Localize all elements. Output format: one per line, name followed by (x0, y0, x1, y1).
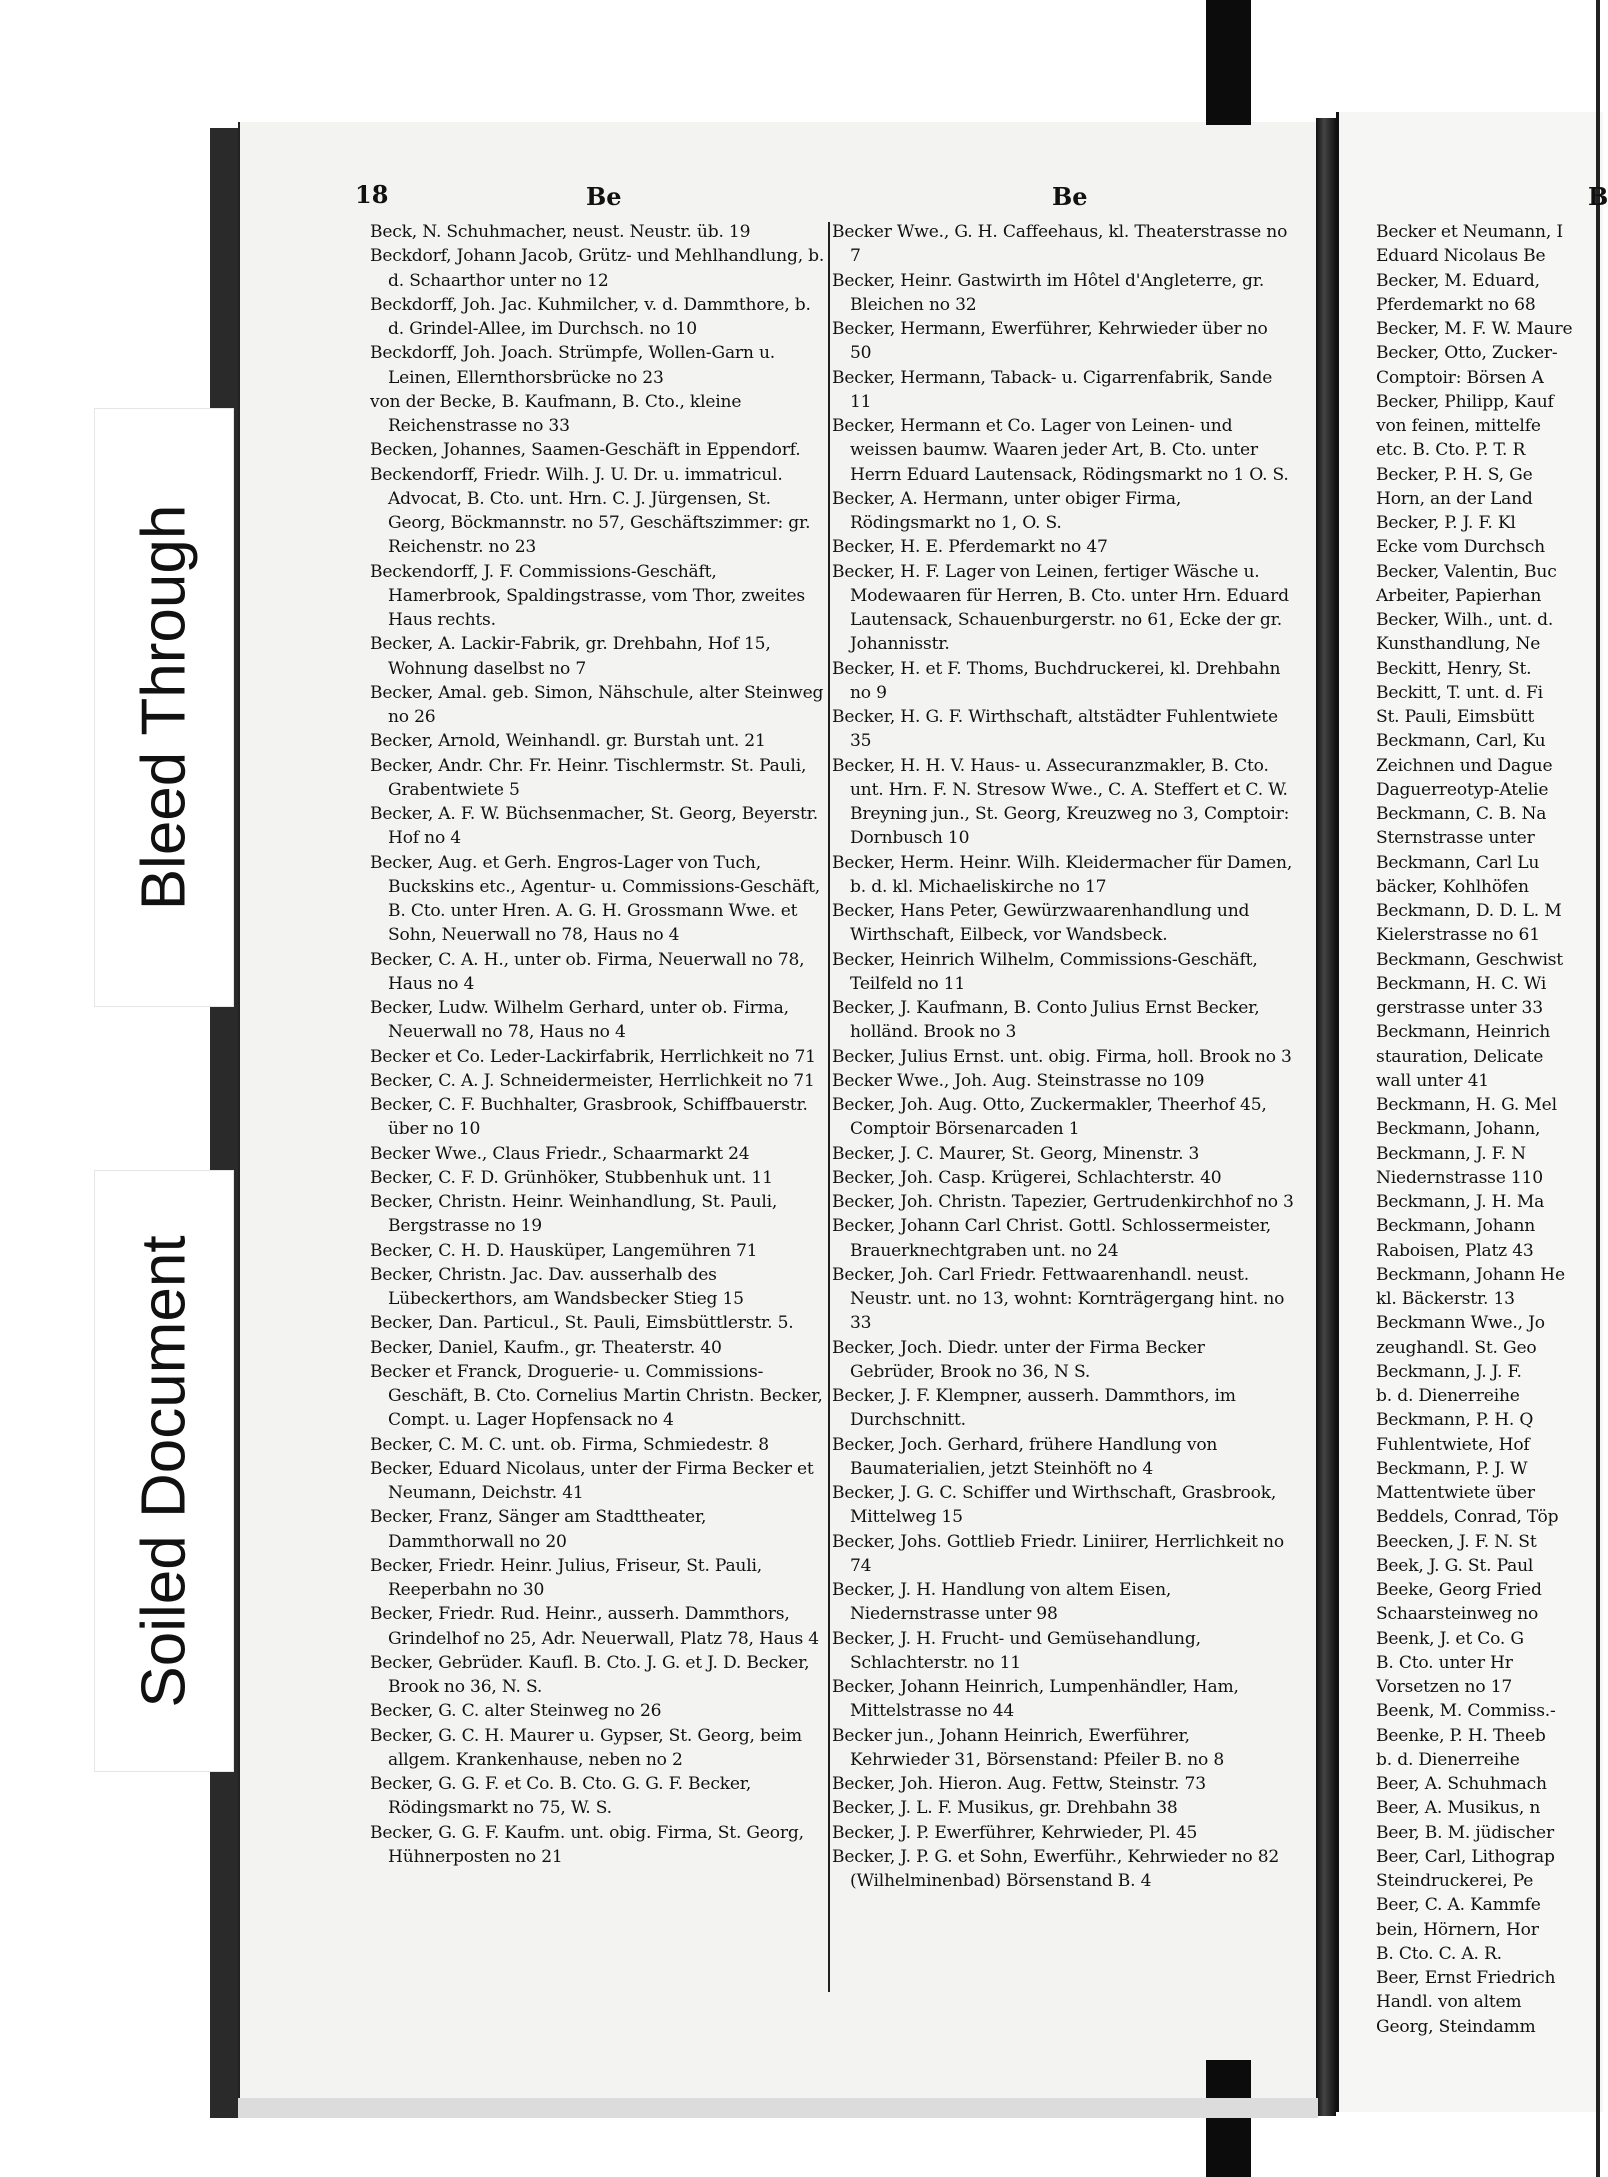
directory-entry: Beer, Carl, Lithograp (1376, 1846, 1555, 1867)
directory-entry: Becker, C. M. C. unt. ob. Firma, Schmiedestr. 8 (370, 1434, 769, 1455)
directory-entry: Ecke vom Durchsch (1376, 537, 1545, 558)
directory-entry: Becker, J. L. F. Musikus, gr. Drehbahn 38 (832, 1798, 1178, 1819)
directory-entry: Becker, Joh. Casp. Krügerei, Schlachterstr. 40 (832, 1167, 1222, 1188)
directory-entry: Beenke, P. H. Theeb (1376, 1725, 1546, 1746)
directory-entry: Beckdorff, Joh. Joach. Strümpfe, Wollen-Garn u. Leinen, Ellernthorsbrücke no 23 (370, 343, 775, 388)
running-head-right: Be (1052, 182, 1088, 211)
directory-entry: Arbeiter, Papierhan (1376, 585, 1542, 606)
directory-entry: Becker, J. Kaufmann, B. Conto Julius Ernst Becker, holländ. Brook no 3 (832, 998, 1260, 1043)
directory-entry: etc. B. Cto. P. T. R (1376, 440, 1526, 461)
directory-entry: Beer, B. M. jüdischer (1376, 1822, 1554, 1843)
facing-page-column (1376, 220, 1606, 2039)
directory-entry: Beer, A. Schuhmach (1376, 1774, 1547, 1794)
running-head-facing: B (1588, 182, 1608, 211)
directory-entry: Beckmann, P. J. W (1376, 1458, 1528, 1479)
directory-entry: Beckmann, Heinrich (1376, 1022, 1551, 1043)
directory-entry: Beer, A. Musikus, n (1376, 1798, 1541, 1819)
binding-bar-top (1206, 0, 1251, 125)
directory-entry: Beenk, M. Commiss.- (1376, 1701, 1556, 1722)
directory-entry: Beckmann, Johann (1376, 1216, 1536, 1237)
directory-entry: Becker, Johann Heinrich, Lumpenhändler, Ham, Mittelstrasse no 44 (832, 1677, 1239, 1722)
directory-entry: Eduard Nicolaus Be (1376, 246, 1546, 267)
directory-entry: Mattentwiete über (1376, 1483, 1535, 1503)
directory-entry: kl. Bäckerstr. 13 (1376, 1289, 1515, 1309)
directory-entry: Becker, Valentin, Buc (1376, 561, 1557, 582)
directory-entry: St. Pauli, Eimsbütt (1376, 707, 1534, 727)
directory-entry: Beckitt, T. unt. d. Fi (1376, 682, 1543, 703)
directory-entry: Kunsthandlung, Ne (1376, 634, 1541, 655)
directory-entry: Comptoir: Börsen A (1376, 367, 1544, 388)
directory-entry: Beckmann, J. J. F. (1376, 1361, 1522, 1382)
directory-entry: Becker, J. C. Maurer, St. Georg, Minenstr. 3 (832, 1143, 1200, 1164)
directory-entry: Beckitt, Henry, St. (1376, 658, 1532, 679)
directory-entry: Beecken, J. F. N. St (1376, 1531, 1537, 1552)
directory-entry: Vorsetzen no 17 (1376, 1677, 1513, 1697)
directory-entry: Daguerreotyp-Atelie (1376, 779, 1549, 800)
directory-entry: Becker, C. F. D. Grünhöker, Stubbenhuk unt. 11 (370, 1167, 773, 1188)
directory-entry: Beer, C. A. Kammfe (1376, 1895, 1541, 1916)
directory-entry: B. Cto. unter Hr (1376, 1652, 1513, 1673)
directory-entry: von feinen, mittelfe (1376, 416, 1541, 436)
page-number: 18 (355, 180, 389, 209)
directory-entry: Becker, Hermann, Ewerführer, Kehrwieder über no 50 (832, 319, 1268, 364)
directory-entry: Becker, Joh. Carl Friedr. Fettwaarenhandl. neust. Neustr. unt. no 13, wohnt: Kornträgergang hint. no 33 (832, 1264, 1285, 1334)
directory-entry: Beckdorff, Joh. Jac. Kuhmilcher, v. d. Dammthore, b. d. Grindel-Allee, im Durchsch. no 10 (370, 294, 811, 339)
directory-entry: von der Becke, B. Kaufmann, B. Cto., kleine Reichenstrasse no 33 (370, 391, 742, 436)
directory-entry: Becker, Franz, Sänger am Stadttheater, Dammthorwall no 20 (370, 1507, 707, 1552)
directory-entry: Beenk, J. et Co. G (1376, 1628, 1524, 1649)
directory-entry: b. d. Dienerreihe (1376, 1386, 1520, 1406)
directory-entry: Becker jun., Johann Heinrich, Ewerführer, Kehrwieder 31, Börsenstand: Pfeiler B. no 8 (832, 1725, 1225, 1770)
directory-entry: Kielerstrasse no 61 (1376, 925, 1540, 946)
binding-bar-bottom (1206, 2060, 1251, 2177)
directory-entry: Becker, Aug. et Gerh. Engros-Lager von Tuch, Buckskins etc., Agentur- u. Commissions-Geschäft, B. Cto. unter Hren. A. G. H. Grossmann Wwe. et Sohn, Neuerwall no 78, Haus no 4 (370, 852, 820, 946)
directory-entry: Becker, Heinrich Wilhelm, Commissions-Geschäft, Teilfeld no 11 (832, 949, 1258, 994)
directory-entry: Beckmann, H. G. Mel (1376, 1095, 1557, 1115)
directory-entry: Becker, C. A. J. Schneidermeister, Herrlichkeit no 71 (370, 1070, 815, 1091)
directory-entry: Beckdorf, Johann Jacob, Grütz- und Mehlhandlung, b. d. Schaarthor unter no 12 (370, 246, 825, 291)
directory-entry: Becker, Hans Peter, Gewürzwaarenhandlung und Wirthschaft, Eilbeck, vor Wandsbeck. (832, 901, 1250, 946)
directory-entry: stauration, Delicate (1376, 1046, 1544, 1067)
directory-entry: Becker, H. E. Pferdemarkt no 47 (832, 537, 1108, 558)
directory-entry: B. Cto. C. A. R. (1376, 1943, 1502, 1964)
directory-entry: Fuhlentwiete, Hof (1376, 1434, 1530, 1455)
directory-entry: Becker, Joch. Diedr. unter der Firma Becker Gebrüder, Brook no 36, N S. (832, 1337, 1205, 1382)
directory-entry: Beckmann, Johann He (1376, 1264, 1565, 1285)
directory-entry: Handl. von altem (1376, 1992, 1522, 2013)
bleed-through-label (94, 408, 234, 1007)
directory-entry: Becker, G. G. F. et Co. B. Cto. G. G. F. Becker, Rödingsmarkt no 75, W. S. (370, 1774, 752, 1819)
left-column (370, 220, 828, 1869)
directory-entry: Becker, Gebrüder. Kaufl. B. Cto. J. G. et J. D. Becker, Brook no 36, N. S. (370, 1652, 810, 1697)
directory-entry: Horn, an der Land (1376, 488, 1533, 509)
directory-entry: Becker, P. J. F. Kl (1376, 513, 1516, 533)
directory-entry: Becker, Herm. Heinr. Wilh. Kleidermacher für Damen, b. d. kl. Michaeliskirche no 17 (832, 852, 1293, 897)
directory-entry: Steindruckerei, Pe (1376, 1871, 1534, 1891)
directory-entry: Becker, H. et F. Thoms, Buchdruckerei, kl. Drehbahn no 9 (832, 658, 1281, 703)
directory-entry: Becker, Joh. Aug. Otto, Zuckermakler, Theerhof 45, Comptoir Börsenarcaden 1 (832, 1095, 1267, 1140)
directory-entry: Becker et Co. Leder-Lackirfabrik, Herrlichkeit no 71 (370, 1046, 816, 1067)
directory-entry: Becker, J. P. Ewerführer, Kehrwieder, Pl. 45 (832, 1822, 1198, 1843)
soiled-document-label (94, 1170, 234, 1772)
directory-entry: Beddels, Conrad, Töp (1376, 1507, 1559, 1528)
directory-entry: Sternstrasse unter (1376, 828, 1535, 849)
directory-entry: Becker, Heinr. Gastwirth im Hôtel d'Angleterre, gr. Bleichen no 32 (832, 270, 1265, 315)
directory-entry: Becker, Eduard Nicolaus, unter der Firma Becker et Neumann, Deichstr. 41 (370, 1458, 814, 1503)
directory-entry: gerstrasse unter 33 (1376, 998, 1543, 1018)
directory-entry: Raboisen, Platz 43 (1376, 1240, 1534, 1261)
directory-entry: Becker, Johs. Gottlieb Friedr. Liniirer, Herrlichkeit no 74 (832, 1531, 1284, 1576)
directory-entry: Beeke, Georg Fried (1376, 1580, 1542, 1600)
directory-entry: Niedernstrasse 110 (1376, 1167, 1543, 1188)
directory-entry: Beckmann, J. H. Ma (1376, 1192, 1545, 1212)
right-column (832, 220, 1294, 1893)
directory-entry: Beckmann, Carl, Ku (1376, 731, 1546, 752)
directory-entry: Georg, Steindamm (1376, 2016, 1536, 2037)
directory-entry: Becker, Friedr. Heinr. Julius, Friseur, St. Pauli, Reeperbahn no 30 (370, 1555, 763, 1600)
directory-entry: Becker, A. Lackir-Fabrik, gr. Drehbahn, Hof 15, Wohnung daselbst no 7 (370, 634, 771, 679)
directory-entry: Becker, Christn. Jac. Dav. ausserhalb des Lübeckerthors, am Wandsbecker Stieg 15 (370, 1264, 744, 1309)
directory-entry: Schaarsteinweg no (1376, 1604, 1539, 1625)
soiled-document-label-text: Soiled Document (129, 1234, 199, 1708)
directory-entry: Becker, J. G. C. Schiffer und Wirthschaft, Grasbrook, Mittelweg 15 (832, 1483, 1277, 1528)
directory-entry: Beckmann, Geschwist (1376, 949, 1563, 970)
directory-entry: Beckmann, J. F. N (1376, 1143, 1526, 1164)
directory-entry: Becker, M. Eduard, (1376, 270, 1540, 291)
directory-entry: Becker, Dan. Particul., St. Pauli, Eimsbüttlerstr. 5. (370, 1313, 794, 1334)
page-bottom-strip (238, 2098, 1318, 2118)
directory-entry: Becker, Hermann, Taback- u. Cigarrenfabrik, Sande 11 (832, 367, 1273, 412)
directory-entry: wall unter 41 (1376, 1070, 1489, 1091)
directory-entry: Becker, C. A. H., unter ob. Firma, Neuerwall no 78, Haus no 4 (370, 949, 805, 994)
directory-entry: Becker, C. H. D. Hausküper, Langemühren 71 (370, 1240, 758, 1261)
directory-entry: Zeichnen und Dague (1376, 755, 1553, 776)
directory-entry: Becker, A. F. W. Büchsenmacher, St. Georg, Beyerstr. Hof no 4 (370, 804, 818, 849)
directory-entry: Becker, P. H. S, Ge (1376, 464, 1533, 485)
directory-entry: Becker et Neumann, I (1376, 222, 1563, 242)
directory-entry: Beckendorff, Friedr. Wilh. J. U. Dr. u. immatricul. Advocat, B. Cto. unt. Hrn. C. J. Jürgensen, St. Georg, Böckmannstr. no 57, Geschäftszimmer: gr. Reichenstr. no 23 (370, 464, 811, 558)
directory-entry: Becker, C. F. Buchhalter, Grasbrook, Schiffbauerstr. über no 10 (370, 1095, 808, 1140)
directory-entry: Becker, Joh. Christn. Tapezier, Gertrudenkirchhof no 3 (832, 1192, 1294, 1212)
directory-entry: Becker Wwe., Claus Friedr., Schaarmarkt 24 (370, 1143, 750, 1164)
directory-entry: Becker, Johann Carl Christ. Gottl. Schlossermeister, Brauerknechtgraben unt. no 24 (832, 1216, 1272, 1261)
directory-entry: Becker, Otto, Zucker- (1376, 343, 1558, 364)
directory-entry: Beckmann Wwe., Jo (1376, 1313, 1545, 1334)
directory-entry: Becker, Arnold, Weinhandl. gr. Burstah unt. 21 (370, 731, 766, 752)
directory-entry: Becker, Amal. geb. Simon, Nähschule, alter Steinweg no 26 (370, 682, 824, 727)
directory-entry: Becker, Friedr. Rud. Heinr., ausserh. Dammthors, Grindelhof no 25, Adr. Neuerwall, Platz 78, Haus 4 (370, 1604, 819, 1649)
directory-entry: Becker, J. P. G. et Sohn, Ewerführ., Kehrwieder no 82 (Wilhelminenbad) Börsenstand B. 4 (832, 1846, 1280, 1891)
directory-entry: Becker, Andr. Chr. Fr. Heinr. Tischlermstr. St. Pauli, Grabentwiete 5 (370, 755, 807, 800)
directory-entry: Beckmann, D. D. L. M (1376, 901, 1562, 921)
column-rule (828, 222, 830, 1992)
directory-entry: Beck, N. Schuhmacher, neust. Neustr. üb. 19 (370, 222, 751, 242)
directory-entry: Becker, Julius Ernst. unt. obig. Firma, holl. Brook no 3 (832, 1046, 1292, 1067)
directory-entry: Beek, J. G. St. Paul (1376, 1555, 1534, 1576)
directory-entry: Beckmann, P. H. Q (1376, 1410, 1534, 1431)
page-gutter (1316, 118, 1336, 2116)
directory-entry: Beckmann, Johann, (1376, 1119, 1541, 1140)
directory-entry: Becken, Johannes, Saamen-Geschäft in Eppendorf. (370, 440, 801, 461)
directory-entry: Becker, Wilh., unt. d. (1376, 610, 1554, 630)
directory-entry: Becker, J. H. Handlung von altem Eisen, Niedernstrasse unter 98 (832, 1580, 1172, 1625)
directory-entry: Pferdemarkt no 68 (1376, 294, 1536, 315)
directory-entry: Becker, Daniel, Kaufm., gr. Theaterstr. 40 (370, 1337, 722, 1358)
directory-entry: Beckendorff, J. F. Commissions-Geschäft, Hamerbrook, Spaldingstrasse, vom Thor, zweites Haus rechts. (370, 561, 805, 630)
directory-entry: Becker Wwe., G. H. Caffeehaus, kl. Theaterstrasse no 7 (832, 222, 1288, 267)
directory-entry: bein, Hörnern, Hor (1376, 1919, 1539, 1940)
directory-entry: Becker, Ludw. Wilhelm Gerhard, unter ob. Firma, Neuerwall no 78, Haus no 4 (370, 998, 789, 1043)
directory-entry: Becker et Franck, Droguerie- u. Commissions-Geschäft, B. Cto. Cornelius Martin Christn. Becker, Compt. u. Lager Hopfensack no 4 (370, 1361, 823, 1431)
directory-entry: Becker, J. F. Klempner, ausserh. Dammthors, im Durchschnitt. (832, 1386, 1236, 1431)
directory-entry: Becker, Christn. Heinr. Weinhandlung, St. Pauli, Bergstrasse no 19 (370, 1192, 778, 1237)
directory-entry: Beckmann, C. B. Na (1376, 804, 1547, 824)
directory-entry: Becker Wwe., Joh. Aug. Steinstrasse no 109 (832, 1070, 1205, 1091)
directory-entry: Becker, G. C. alter Steinweg no 26 (370, 1701, 662, 1722)
directory-entry: b. d. Dienerreihe (1376, 1749, 1520, 1770)
directory-entry: Beckmann, H. C. Wi (1376, 973, 1547, 994)
directory-entry: Becker, Joh. Hieron. Aug. Fettw, Steinstr. 73 (832, 1774, 1206, 1794)
directory-entry: Becker, Hermann et Co. Lager von Leinen- und weissen baumw. Waaren jeder Art, B. Cto. unter Herrn Eduard Lautensack, Rödingsmarkt no 1 O. S. (832, 416, 1289, 485)
directory-entry: Becker, Joch. Gerhard, frühere Handlung von Baumaterialien, jetzt Steinhöft no 4 (832, 1434, 1218, 1479)
directory-entry: Becker, H. G. F. Wirthschaft, altstädter Fuhlentwiete 35 (832, 707, 1278, 752)
directory-entry: Beckmann, Carl Lu (1376, 852, 1540, 873)
directory-entry: Becker, G. C. H. Maurer u. Gypser, St. Georg, beim allgem. Krankenhause, neben no 2 (370, 1725, 802, 1770)
directory-entry: zeughandl. St. Geo (1376, 1337, 1537, 1358)
directory-entry: Becker, Philipp, Kauf (1376, 391, 1554, 412)
running-head-left: Be (586, 182, 622, 211)
directory-entry: Becker, A. Hermann, unter obiger Firma, Rödingsmarkt no 1, O. S. (832, 488, 1182, 533)
directory-entry: Beer, Ernst Friedrich (1376, 1968, 1556, 1988)
directory-entry: bäcker, Kohlhöfen (1376, 876, 1529, 897)
directory-entry: Becker, G. G. F. Kaufm. unt. obig. Firma, St. Georg, Hühnerposten no 21 (370, 1822, 804, 1867)
directory-entry: Becker, J. H. Frucht- und Gemüsehandlung, Schlachterstr. no 11 (832, 1628, 1201, 1673)
bleed-through-label-text: Bleed Through (129, 504, 199, 911)
directory-entry: Becker, M. F. W. Maure (1376, 319, 1573, 339)
directory-entry: Becker, H. F. Lager von Leinen, fertiger Wäsche u. Modewaaren für Herren, B. Cto. unter Hrn. Eduard Lautensack, Schauenburgerstr. no 61, Ecke der gr. Johannisstr. (832, 561, 1289, 655)
directory-entry: Becker, H. H. V. Haus- u. Assecuranzmakler, B. Cto. unt. Hrn. F. N. Stresow Wwe., C. A. Steffert et C. W. Breyning jun., St. Georg, Kreuzweg no 3, Comptoir: Dornbusch 10 (832, 755, 1290, 849)
